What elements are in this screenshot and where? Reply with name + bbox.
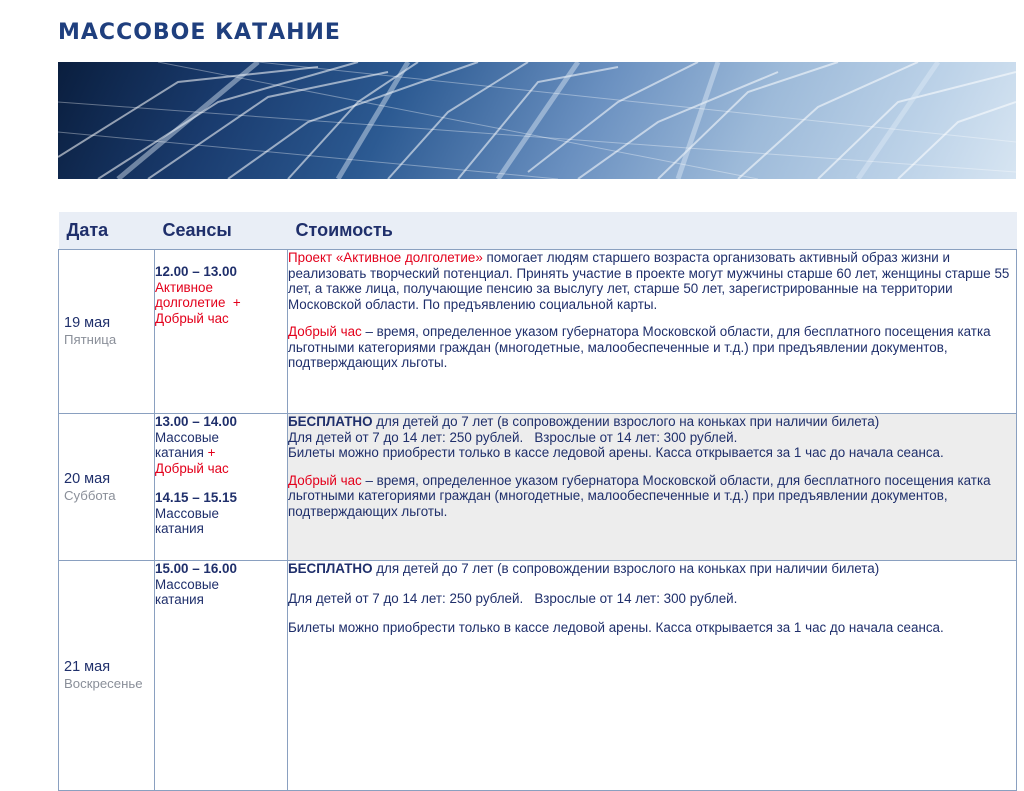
table-row [59,414,1017,561]
session-label: катания [155,592,204,607]
good-hour-label: Добрый час [288,324,362,339]
schedule-table [58,212,1017,791]
sessions-cell [155,561,288,791]
sessions-cell [155,250,288,414]
free-label: БЕСПЛАТНО [288,414,373,429]
session-label [155,445,287,461]
header-cost: Стоимость [288,212,1017,250]
session-label: Добрый час [155,460,229,476]
session-label: Активное [155,279,213,295]
ice-banner-image [58,62,1016,179]
prices-line: Для детей от 7 до 14 лет: 250 рублей. Взрослые от 14 лет: 300 рублей. [288,429,738,445]
cost-paragraph [288,250,1016,312]
tickets-line: Билеты можно приобрести только в кассе ледовой арены. Касса открывается за 1 час до начала сеанса. [288,620,944,635]
cost-paragraph [288,324,1016,371]
date-cell [59,414,155,561]
ice-texture [58,62,1016,179]
session-label-part: катания [155,445,208,460]
cost-text: помогает людям старшего возраста организовать активный образ жизни и реализовать творческий потенциал. Принять участие в проекте могут мужчины старше 60 лет, женщины старше 55 лет, а также лица, получающие пенсию за выслугу лет, старше 50 лет, зарегистрированные на территории Московской области. По предъявлению социальной карты. [288,250,1010,312]
date-day: 20 мая [64,470,111,487]
session-label: Массовые [155,505,219,521]
free-line [288,414,1016,430]
session-time: 12.00 – 13.00 [155,264,237,279]
date-weekday: Пятница [64,332,117,347]
session-time: 13.00 – 14.00 [155,414,237,429]
page-title: МАССОВОЕ КАТАНИЕ [58,20,341,45]
sessions-cell [155,414,288,561]
project-name: Проект «Активное долголетие» [288,250,483,265]
cost-text: – время, определенное указом губернатора Московской области, для бесплатного посещения катка льготными категориями граждан (многодетные, малообеспеченные и т.д.) при предъявлении документов, подтверждающих льготы. [288,472,991,519]
free-label: БЕСПЛАТНО [288,561,373,576]
session-label: Добрый час [155,310,229,326]
good-hour-label: Добрый час [288,472,362,488]
cost-cell [288,561,1017,791]
date-cell [59,250,155,414]
cost-cell [288,414,1017,561]
prices-line: Для детей от 7 до 14 лет: 250 рублей. Взрослые от 14 лет: 300 рублей. [288,590,738,606]
session-label: Массовые [155,576,219,592]
date-day: 19 мая [64,315,111,331]
header-date: Дата [59,212,155,250]
session-label: Массовые [155,429,219,445]
cost-text: для детей до 7 лет (в сопровождении взрослого на коньках при наличии билета) [372,414,880,429]
free-line [288,561,1016,577]
cost-paragraph [288,473,1016,520]
date-day: 21 мая [64,659,111,675]
tickets-line: Билеты можно приобрести только в кассе ледовой арены. Касса открывается за 1 час до начала сеанса. [288,445,944,460]
session-label: катания [155,521,204,536]
plus-sign: + [207,445,216,460]
table-row [59,250,1017,414]
session-label: долголетие + [155,295,241,310]
cost-text: – время, определенное указом губернатора Московской области, для бесплатного посещения катка льготными категориями граждан (многодетные, малообеспеченные и т.д.) при предъявлении документов, подтверждающих льготы. [288,324,991,370]
session-time: 14.15 – 15.15 [155,490,237,505]
table-row [59,561,1017,791]
date-cell [59,561,155,791]
header-sessions: Сеансы [155,212,288,250]
session-time: 15.00 – 16.00 [155,561,237,576]
cost-text: для детей до 7 лет (в сопровождении взрослого на коньках при наличии билета) [372,561,880,576]
cost-cell [288,250,1017,414]
cost-paragraph [288,414,1016,461]
date-weekday: Воскресенье [64,676,143,691]
table-header-row [59,212,1017,250]
date-weekday: Суббота [64,487,116,503]
